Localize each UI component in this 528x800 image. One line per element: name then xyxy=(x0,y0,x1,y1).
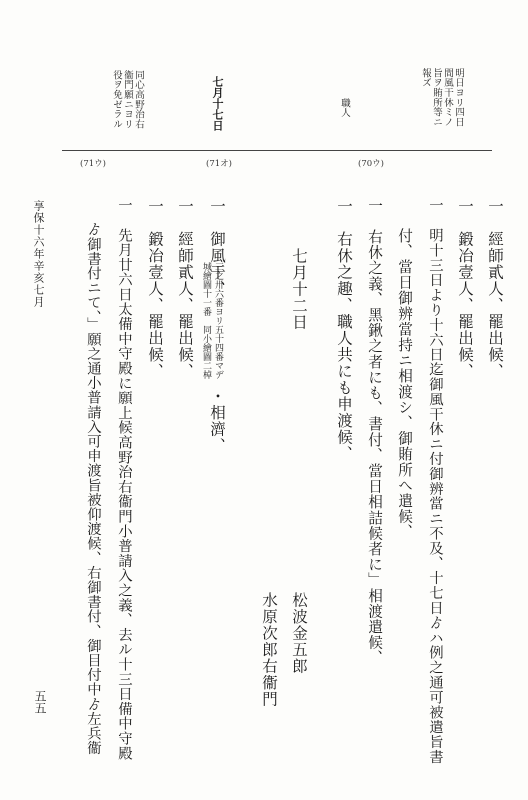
body-line: 一 右休之趣、職人共にも申渡候、 xyxy=(335,198,353,462)
header-note-left-line: 同心高野治右 xyxy=(133,70,144,129)
page-number: 五五 xyxy=(33,690,47,714)
inline-note-left: 城繪圖十一番 同小繪圖二棹 xyxy=(201,262,211,379)
header-divider xyxy=(62,150,492,151)
body-line: 一 鍛冶壹人、罷出候、 xyxy=(146,198,164,380)
header-note-right-line: 間風干休ミノ xyxy=(442,68,453,127)
body-line: 一 經師貳人、罷出候、 xyxy=(486,198,504,380)
header-note-right-line: 明日ヨリ四日 xyxy=(453,68,464,127)
header-note-right-line: 報ズ xyxy=(420,68,431,88)
header-date-label: 七月十七日 xyxy=(211,76,224,131)
signatory-name: 水原次郎右衞門 xyxy=(260,592,278,708)
header-note-right xyxy=(420,68,464,127)
header-note-right-line: 旨ヲ賄所等ニ xyxy=(431,68,442,127)
body-line: 一 鍛冶壹人、罷出候、 xyxy=(456,198,474,380)
body-line: ゟ御書付ニて、」願之通小普請入可申渡旨被仰渡候、右御書付、御目付中ゟ左兵衞 xyxy=(85,222,101,755)
running-head: 享保十六年辛亥七月 xyxy=(32,200,45,308)
signatory-name: 松波金五郎 xyxy=(290,592,308,675)
folio-71o: (71オ) xyxy=(206,159,232,169)
header-note-left xyxy=(111,70,144,129)
body-line: 一 經師貳人、罷出候、 xyxy=(176,198,194,380)
body-line: 付、當日御辨當持ニ相渡シ、御賄所へ遣候、 xyxy=(396,228,413,540)
folio-71u: (71ウ) xyxy=(80,159,106,169)
body-line: 一 明十三日より十六日迄御風干休ニ付御辨當ニ不及、十七日ゟハ例之通可被遣旨書 xyxy=(427,198,443,765)
body-line: 一 右休之義、黑鍬之者にも、書付、當日相詰候者に」相渡遣候、 xyxy=(366,198,383,666)
inline-note-right: 三之卅六番ヨリ五十四番マデ xyxy=(213,262,223,379)
header-note-left-line: 役ヲ免ゼラル xyxy=(111,70,122,129)
header-note-middle: 職人 xyxy=(339,98,350,117)
header-note-left-line: 衞門願ニヨリ xyxy=(122,70,133,129)
date-line: 七月十二日 xyxy=(290,248,308,331)
folio-70u: (70ウ) xyxy=(358,159,384,169)
body-line-text: ・相濟、 xyxy=(208,388,226,454)
body-line: 一 先月廿六日太備中守殿に願上候高野治右衞門小普請入之義、去ル十三日備中守殿 xyxy=(116,198,132,761)
body-line-text: 一 御風干、 xyxy=(208,198,226,297)
